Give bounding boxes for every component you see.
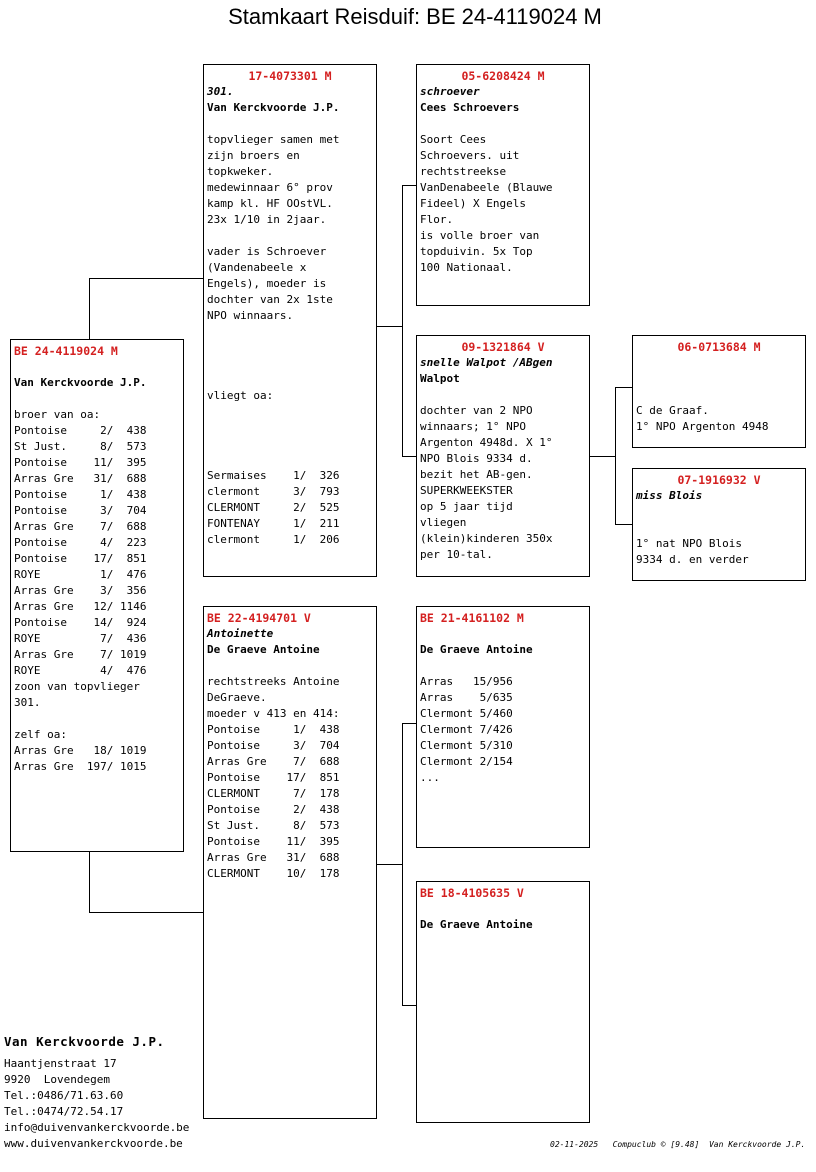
subject-notes: broer van oa: Pontoise 2/ 438 St Just. 8/ 573 Pontoise 11/ 395 Arras Gre 31/ 688 Pontoise 1/ 438 Pontoise 3/ 704 Arras Gre 7/ 688 Pontoise 4/ 223 Pontoise 17/ 851 ROYE 1/ 476 Arras Gre 3/ 356 Arras Gre 12/ 1146 Pontoise 14/ 924 ROYE 7/ 436 Arras Gre 7/ 1019 ROYE 4/ 476 zoon van topvlieger 301. zelf oa: Arras Gre 18/ 1019 Arras Gre 197/ 1015 (14, 408, 147, 773)
connector (89, 852, 90, 912)
breeder-name: Van Kerckvoorde J.P. (4, 1034, 165, 1049)
connector (615, 524, 633, 525)
mother-notes: rechtstreeks Antoine DeGraeve. moeder v 413 en 414: Pontoise 1/ 438 Pontoise 3/ 704 Arras Gre 7/ 688 Pontoise 17/ 851 CLERMONT 7/ 178 Pontoise 2/ 438 St Just. 8/ 573 Pontoise 11/ 395 Arras Gre 31/ 688 CLERMONT 10/ 178 (207, 675, 340, 880)
father-card (203, 64, 377, 577)
mf-card (416, 606, 590, 848)
mm-owner: De Graeve Antoine (420, 918, 533, 931)
mother-ring: BE 22-4194701 V (207, 611, 311, 625)
connector (590, 456, 615, 457)
connector (402, 185, 403, 456)
connector (89, 278, 90, 340)
father-ring: 17-4073301 M (248, 69, 332, 83)
fm-card (416, 335, 590, 577)
fmm-notes: 1° nat NPO Blois 9334 d. en verder (636, 537, 749, 566)
mother-name: Antoinette (207, 627, 274, 640)
connector (402, 185, 417, 186)
subject-ring: BE 24-4119024 M (14, 344, 118, 358)
page-title: Stamkaart Reisduif: BE 24-4119024 M (228, 4, 602, 29)
ff-name: schroever (420, 85, 480, 98)
ff-owner: Cees Schroevers (420, 101, 520, 114)
connector (377, 864, 402, 865)
mother-card (203, 606, 377, 1119)
connector (89, 278, 204, 279)
connector (377, 326, 402, 327)
mm-card (416, 881, 590, 1123)
breeder-address: Haantjenstraat 17 9920 Lovendegem Tel.:0486/71.63.60 Tel.:0474/72.54.17 info@duivenvankerckvoorde.be www.duivenvankerckvoorde.be (4, 1057, 190, 1150)
fmm-card (632, 468, 806, 581)
ff-card (416, 64, 590, 306)
mf-ring: BE 21-4161102 M (420, 611, 524, 625)
father-notes: topvlieger samen met zijn broers en topkweker. medewinnaar 6° prov kamp kl. HF OOstVL. 23x 1/10 in 2jaar. vader is Schroever (Vandenabeele x Engels), moeder is dochter van 2x 1ste NPO winnaars. vliegt oa: Sermaises 1/ 326 clermont 3/ 793 CLERMONT 2/ 525 FONTENAY 1/ 211 clermont 1/ 206 (207, 133, 340, 546)
fm-name: snelle Walpot /ABgen (420, 356, 553, 369)
fmm-ring: 07-1916932 V (677, 473, 761, 487)
connector (402, 723, 417, 724)
father-name: 301. (207, 85, 234, 98)
fmf-ring: 06-0713684 M (677, 340, 761, 354)
subject-card (10, 339, 184, 852)
footer-credit: 02-11-2025 Compuclub © [9.48] Van Kerckvoorde J.P. (550, 1140, 806, 1149)
father-owner: Van Kerckvoorde J.P. (207, 101, 340, 114)
fm-notes: dochter van 2 NPO winnaars; 1° NPO Argenton 4948d. X 1° NPO Blois 9334 d. bezit het AB-gen. SUPERKWEEKSTER op 5 jaar tijd vliegen (klein)kinderen 350x per 10-tal. (420, 404, 553, 561)
fm-ring: 09-1321864 V (461, 340, 545, 354)
connector (615, 387, 616, 524)
fmm-name: miss Blois (636, 489, 703, 502)
connector (89, 912, 204, 913)
ff-ring: 05-6208424 M (461, 69, 545, 83)
connector (615, 387, 633, 388)
connector (402, 456, 417, 457)
ff-notes: Soort Cees Schroevers. uit rechtstreekse VanDenabeele (Blauwe Fideel) X Engels Flor. is volle broer van topduivin. 5x Top 100 Nationaal. (420, 133, 553, 274)
fm-owner: Walpot (420, 372, 460, 385)
mf-owner: De Graeve Antoine (420, 643, 533, 656)
mf-notes: Arras 15/956 Arras 5/635 Clermont 5/460 Clermont 7/426 Clermont 5/310 Clermont 2/154 ... (420, 675, 513, 784)
connector (402, 723, 403, 1005)
connector (402, 1005, 417, 1006)
mm-ring: BE 18-4105635 V (420, 886, 524, 900)
breeder-info (4, 1034, 189, 1152)
subject-owner: Van Kerckvoorde J.P. (14, 376, 147, 389)
mother-owner: De Graeve Antoine (207, 643, 320, 656)
fmf-notes: C de Graaf. 1° NPO Argenton 4948 (636, 404, 769, 433)
fmf-card (632, 335, 806, 448)
